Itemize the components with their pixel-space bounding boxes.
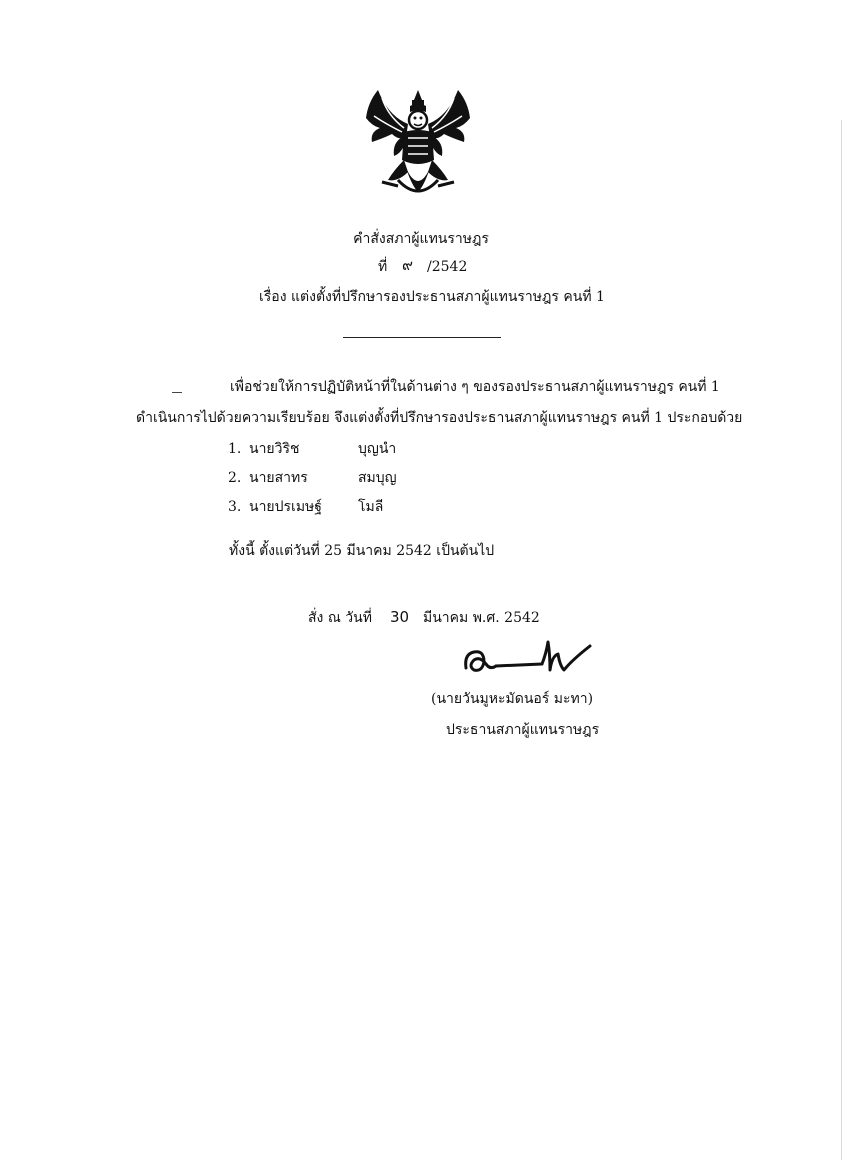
- signature-mark: [460, 636, 595, 681]
- paragraph-line-2: ดำเนินการไปด้วยความเรียบร้อย จึงแต่งตั้งที่ปรึกษารองประธานสภาผู้แทนราษฎร คนที่ 1 ประกอบด้วย: [136, 410, 743, 426]
- member-number: 1.: [228, 441, 242, 457]
- member-last-name: โมลี: [358, 499, 384, 515]
- member-last-name: สมบุญ: [358, 470, 397, 486]
- order-subject: เรื่อง แต่งตั้งที่ปรึกษารองประธานสภาผู้แทนราษฎร คนที่ 1: [259, 289, 605, 305]
- order-number-suffix: /2542: [427, 259, 468, 275]
- scan-edge-line: [841, 120, 842, 1160]
- member-number: 2.: [228, 470, 242, 486]
- margin-mark: [172, 392, 182, 393]
- ordered-date-suffix: มีนาคม พ.ศ. 2542: [423, 610, 540, 626]
- ordered-date-day: 30: [390, 608, 410, 626]
- garuda-emblem-icon: [358, 76, 478, 206]
- member-last-name: บุญนำ: [358, 441, 397, 457]
- member-number: 3.: [228, 499, 242, 515]
- effective-date: ทั้งนี้ ตั้งแต่วันที่ 25 มีนาคม 2542 เป็นต้นไป: [229, 543, 495, 559]
- member-first-name: นายวิริช: [249, 441, 300, 457]
- header-divider: [343, 337, 501, 338]
- order-number-handwritten: ๙: [402, 256, 413, 274]
- member-first-name: นายปรเมษฐ์: [249, 499, 323, 515]
- signer-position: ประธานสภาผู้แทนราษฎร: [446, 722, 600, 738]
- paragraph-line-1: เพื่อช่วยให้การปฏิบัติหน้าที่ในด้านต่าง ๆ ของรองประธานสภาผู้แทนราษฎร คนที่ 1: [230, 379, 720, 395]
- order-title: คำสั่งสภาผู้แทนราษฎร: [353, 231, 489, 247]
- order-number-prefix: ที่: [378, 259, 388, 275]
- signer-name: (นายวันมูหะมัดนอร์ มะทา): [431, 691, 594, 707]
- ordered-date-prefix: สั่ง ณ วันที่: [308, 610, 372, 626]
- member-first-name: นายสาทร: [249, 470, 308, 486]
